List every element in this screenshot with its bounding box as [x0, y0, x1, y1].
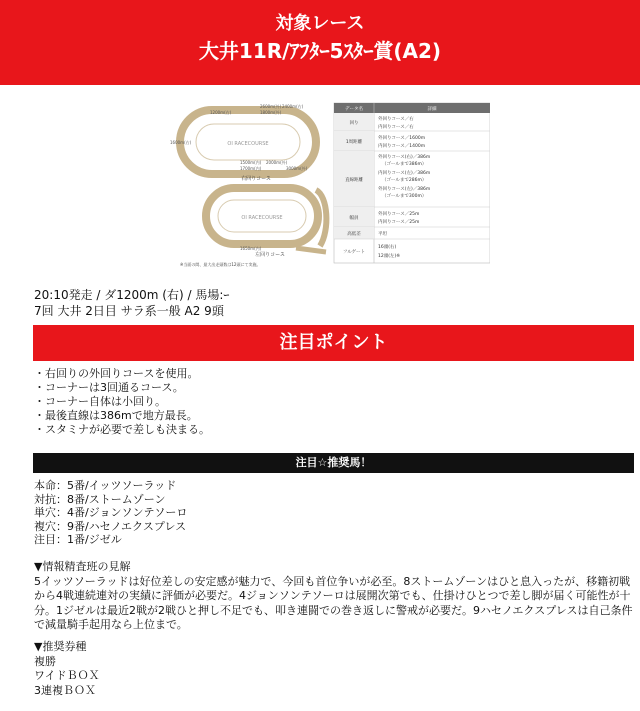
table-row-detail: 内回りコース／右: [378, 125, 414, 130]
race-name: 大井11R/ｱﾌﾀｰ5ｽﾀｰ賞(A2): [198, 39, 442, 63]
table-row-name: 1周距離: [345, 140, 363, 145]
table-row-name: 幅員: [349, 216, 359, 221]
right-loop-track: [170, 103, 316, 182]
distance-mark: 1700m(内): [240, 166, 262, 171]
picks-list: [34, 479, 187, 547]
point-item: ・最後直線は386mで地方最長。: [34, 409, 198, 422]
course-figure: [170, 100, 490, 272]
table-row-name: フルゲート: [342, 250, 366, 255]
course-data-table: [334, 103, 490, 263]
picks-banner: 注目☆推奨馬！: [33, 453, 634, 473]
table-row-detail: 内回りコース／25m: [378, 220, 420, 225]
table-row-detail: 内回りコース(左)／386m: [378, 171, 431, 176]
point-item: ・コーナー自体は小回り。: [34, 395, 166, 408]
figure-footnote: ※当面の間、最大出走頭数は12頭にて実施。: [180, 262, 261, 267]
table-row-detail: 平坦: [378, 232, 387, 237]
pick-taikou: 対抗：8番/ストームゾーン: [34, 492, 166, 506]
distance-mark: 1500m(内): [240, 160, 262, 165]
distance-mark: 1650m(内): [240, 246, 262, 251]
distance-mark: 3000m(外): [286, 166, 308, 171]
race-info: [34, 287, 229, 319]
table-row-detail: （ゴールまで386m）: [382, 162, 427, 167]
analysis-section: [34, 560, 634, 633]
right-loop-label: 右回りコース: [241, 176, 271, 182]
table-row-detail: 内回りコース／1400m: [378, 144, 426, 149]
bets-heading: ▼推奨券種: [34, 640, 87, 653]
distance-mark: 1800m(外): [260, 110, 282, 115]
race-meeting: 7回 大井 2日目 サラ系一般 A2 9頭: [34, 304, 224, 318]
race-time-distance: 20:10発走 / ダ1200m (右) / 馬場:ｰ: [34, 288, 230, 302]
bet-item: ワイドＢＯＸ: [34, 669, 100, 682]
table-row-detail: 外回りコース(左)／386m: [378, 187, 431, 192]
distance-mark: 2600m(外): [260, 104, 282, 109]
bet-item: 3連複ＢＯＸ: [34, 683, 96, 697]
table-row-detail: 外回りコース／25m: [378, 212, 420, 217]
pick-chumoku: 注目：1番/ジゼル: [34, 533, 122, 546]
pick-fukuana: 複穴：9番/ハセノエクスプレス: [34, 519, 187, 533]
distance-mark: 2000m(外): [266, 160, 288, 165]
table-row-detail: 外回りコース／右: [378, 117, 414, 122]
distance-mark: 1600m(右): [170, 140, 192, 145]
track-caption-top: OI RACECOURSE: [227, 141, 269, 147]
table-row-detail: 外回りコース／1600m: [378, 136, 426, 141]
bet-item: 複勝: [34, 654, 56, 668]
table-row-name: 高低差: [347, 232, 361, 237]
point-item: ・スタミナが必要で差しも決まる。: [34, 423, 210, 436]
point-item: ・右回りの外回りコースを使用。: [34, 367, 199, 380]
points-list: [34, 367, 210, 437]
table-row-detail: 外回りコース(右)／386m: [378, 155, 431, 160]
table-header-name: データ名: [345, 107, 363, 112]
distance-mark: 1200m(右): [210, 110, 232, 115]
left-loop-track: [206, 188, 326, 258]
header-title: 対象レース: [275, 13, 365, 34]
distance-mark: 2400m(右): [282, 104, 304, 109]
analysis-body: 5イッツソーラッドは好位差しの安定感が魅力で、今回も首位争いが必至。8ストームゾーンはひと息入ったが、移籍初戦から4戦連続連対の実績に評価が必要だ。4ジョンソンテソーロは展開次第でも、仕掛けひとつで差し脚が届く可能性が十分。1ジゼルは最近2戦が2戦ひと押し不足でも、叩き連闘での巻き返しに警戒が必要だ。9ハセノエクスプレスは自己条件で減量騎手起用なら上位まで。: [34, 574, 633, 631]
table-row-name: 直線距離: [345, 178, 363, 183]
table-row-name: 回り: [349, 121, 359, 126]
point-item: ・コーナーは3回通るコース。: [34, 381, 184, 394]
table-header-detail: 詳細: [427, 107, 437, 112]
analysis-heading: ▼情報精査班の見解: [34, 560, 131, 573]
pick-honmei: 本命：5番/イッツソーラッド: [34, 479, 177, 492]
points-banner: 注目ポイント: [33, 325, 634, 361]
table-row-detail: （ゴールまで286m）: [382, 178, 427, 183]
pick-tanana: 単穴：4番/ジョンソンテソーロ: [34, 506, 188, 519]
bets-section: [34, 640, 100, 698]
table-row-detail: （ゴールまで300m）: [382, 194, 427, 199]
track-caption-bottom: OI RACECOURSE: [241, 215, 283, 221]
table-row-detail: 16頭(右): [378, 245, 397, 250]
race-header: [0, 0, 640, 85]
table-row-detail: 12頭(左)※: [378, 254, 401, 259]
left-loop-label: 左回りコース: [255, 252, 285, 258]
